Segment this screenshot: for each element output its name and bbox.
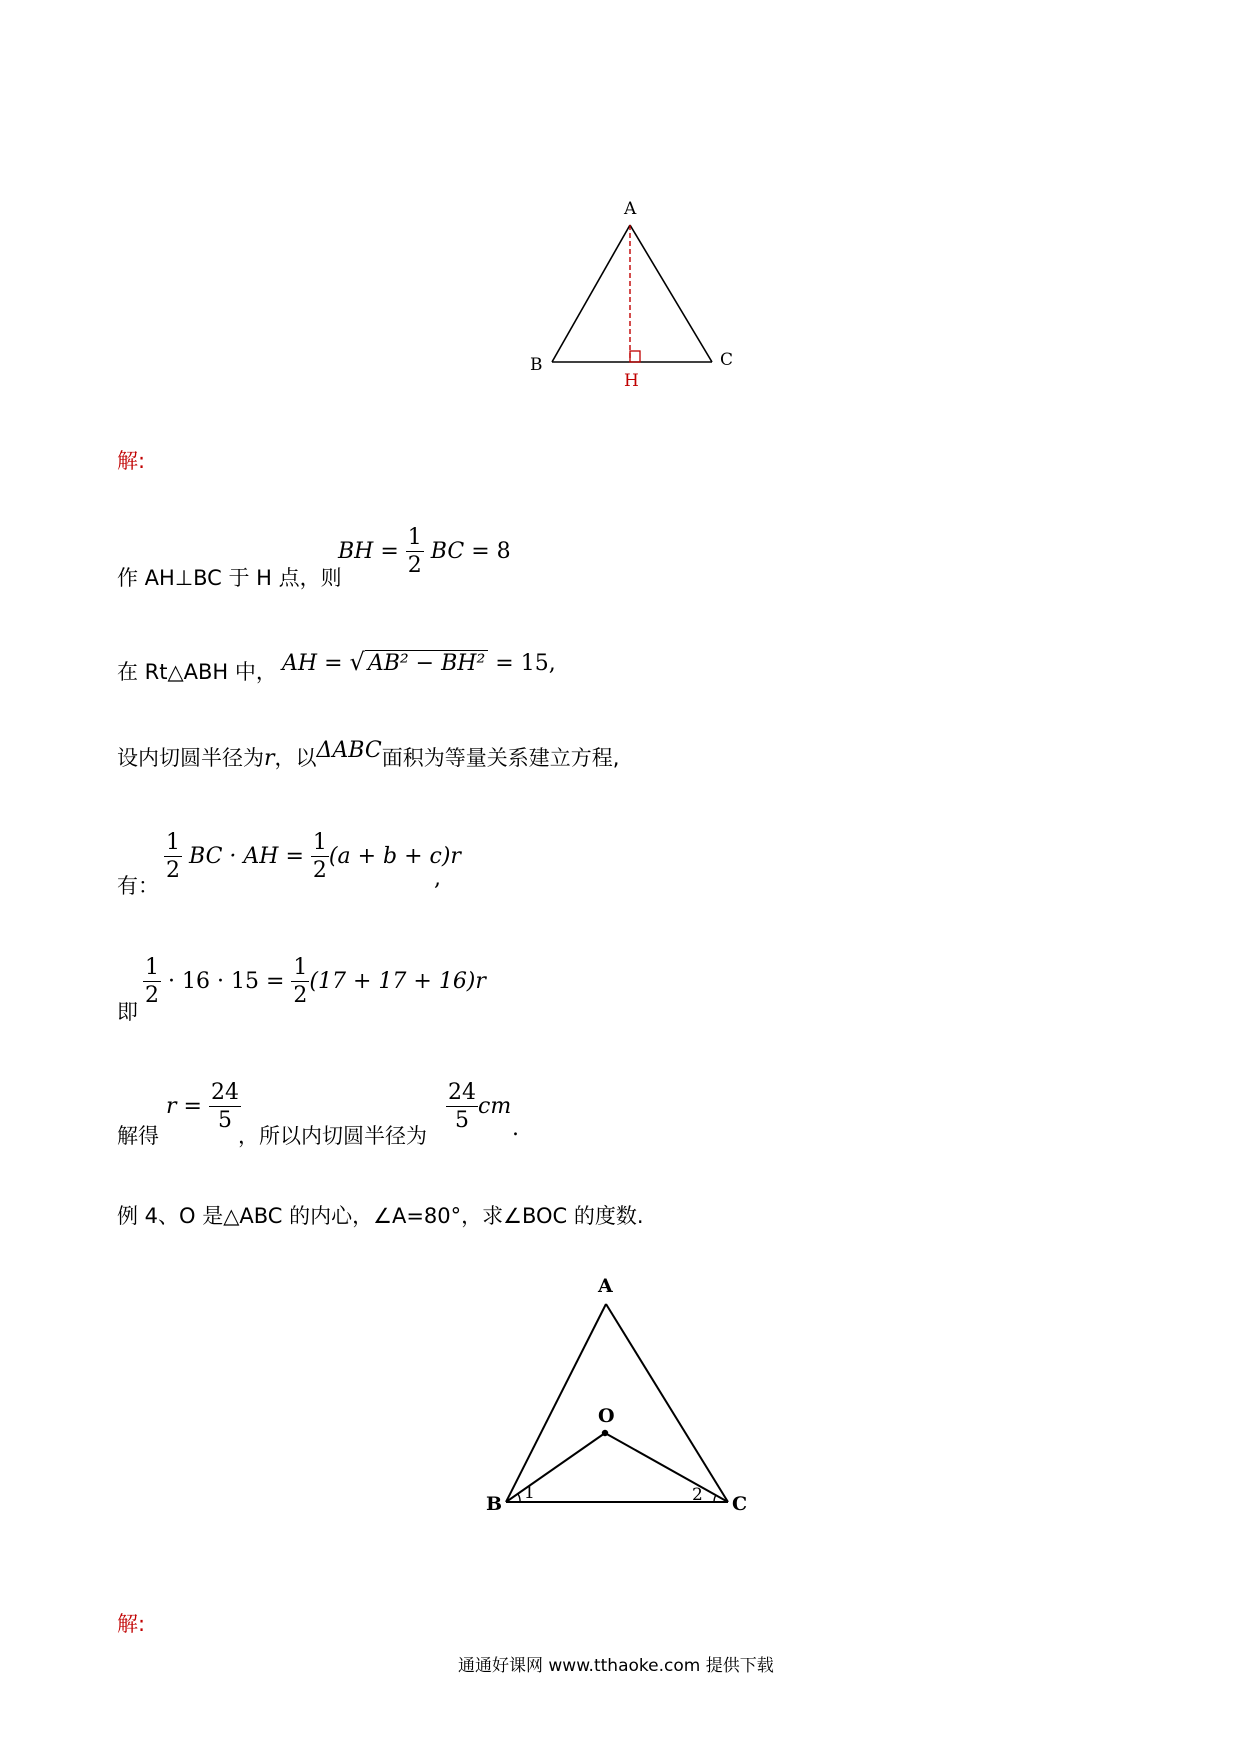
line5-text: 即: [117, 1000, 138, 1024]
label-b: B: [486, 1493, 503, 1515]
line2-formula: AH = √ AB² − BH² = 15,: [282, 648, 556, 676]
page-footer: 通通好课网 www.tthaoke.com 提供下载: [458, 1656, 774, 1676]
figure-triangle-incenter: [480, 1270, 760, 1520]
angle-1-arc: [518, 1494, 520, 1502]
line4-text: 有：: [117, 874, 159, 898]
line6-value: $\frac{24}{5}$ cm: [448, 1080, 512, 1133]
label-c: C: [720, 350, 734, 370]
side-ab: [506, 1304, 606, 1502]
line6-formula: r = $\frac{24}{5}$: [166, 1080, 239, 1133]
incenter-point: [602, 1430, 608, 1436]
example4-statement: 例 4、O 是△ABC 的内心，∠A=80°，求∠BOC 的度数.: [117, 1204, 644, 1228]
label-h: H: [624, 371, 639, 391]
line6-end: .: [512, 1116, 519, 1141]
solution-heading: 解:: [117, 449, 146, 473]
label-a: A: [624, 199, 637, 219]
angle-2-arc: [714, 1495, 716, 1502]
segment-ob: [506, 1433, 605, 1502]
label-o: O: [598, 1405, 615, 1427]
label-angle-1: 1: [524, 1483, 535, 1503]
line4-comma: ,: [434, 866, 441, 891]
line5-formula: $\frac{1}{2}$ · 16 · 15 = $\frac{1}{2}$ (17 + 17 + 16)r: [145, 955, 486, 1008]
label-b: B: [530, 355, 543, 375]
line3-text: 设内切圆半径为r，以ΔABC面积为等量关系建立方程,: [117, 738, 620, 771]
label-c: C: [732, 1493, 748, 1515]
label-angle-2: 2: [692, 1485, 703, 1505]
line1-text: 作 AH⊥BC 于 H 点，则: [117, 566, 342, 590]
side-ac: [630, 225, 712, 362]
segment-oc: [605, 1433, 728, 1502]
sqrt-symbol: √: [349, 648, 365, 676]
line6-text: 解得: [117, 1124, 159, 1148]
line1-formula: BH = $\frac{1}{2}$ BC = 8: [338, 525, 511, 578]
line4-formula: $\frac{1}{2}$ BC · AH = $\frac{1}{2}$ (a + b + c)r: [166, 830, 461, 883]
label-a: A: [598, 1275, 613, 1297]
solution2-heading: 解:: [117, 1612, 146, 1636]
line2-text: 在 Rt△ABH 中，: [117, 660, 277, 684]
side-ab: [552, 225, 630, 362]
right-angle-mark: [630, 351, 640, 362]
figure-triangle-altitude: [520, 190, 760, 400]
side-ac: [606, 1304, 728, 1502]
line6-mid: ，所以内切圆半径为: [238, 1124, 427, 1148]
